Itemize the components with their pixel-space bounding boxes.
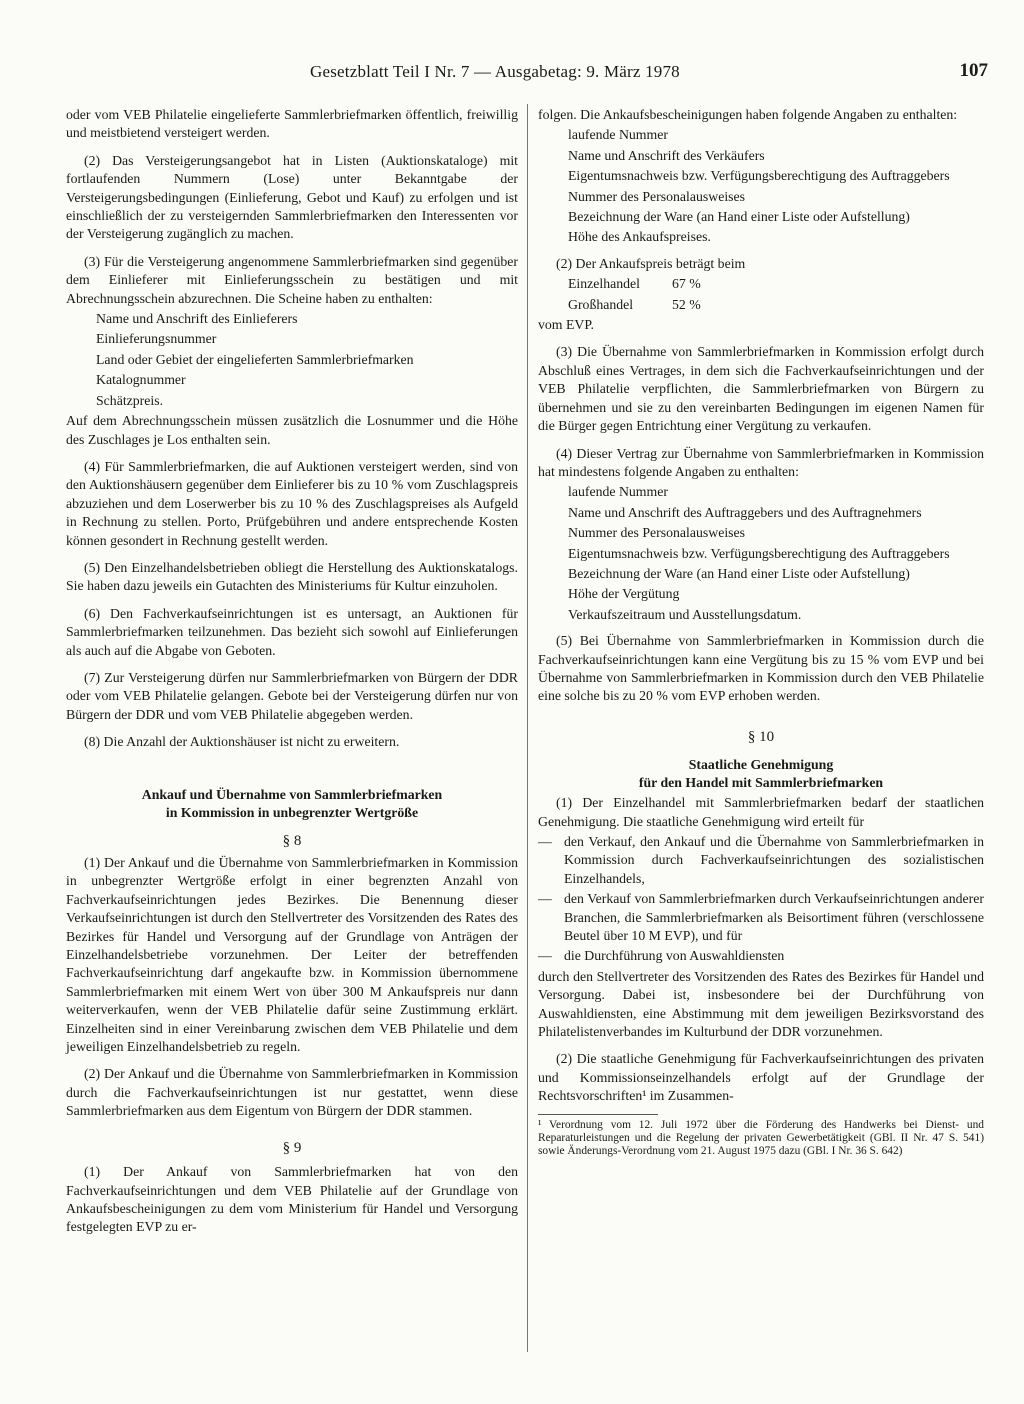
section-heading-line: für den Handel mit Sammlerbriefmarken [638,775,884,791]
rate-value: 67 % [672,276,701,292]
list-item: Eigentumsnachweis bzw. Verfügungsberechtigung des Auftraggebers [568,168,950,184]
receipt-contents-list [96,310,518,410]
paragraph-10-2: (2) Die staatliche Genehmigung für Fachverkaufseinrichtungen des privaten und Kommissionseinzelhandels erfolgt auf der Grundlage der Rechtsvorschriften¹ im Zusammen- [538,1051,984,1104]
contract-contents-list [568,483,984,624]
list-item: Schätzpreis. [96,392,164,408]
list-item [538,947,984,965]
list-item: laufende Nummer [568,484,668,500]
paragraph-9-3: (3) Die Übernahme von Sammlerbriefmarken in Kommission erfolgt durch Abschluß eines Vertrages, in dem sich die Fachverkaufseinrichtungen und der VEB Philatelie verpflichten, die Sammlerbriefmarken von Bürgern zu übernehmen und sie zu den vereinbarten Bedingungen im eigenen Namen für die Bürger gegen Entrichtung einer Vergütung zu verkaufen. [538,344,984,434]
rate-label: Einzelhandel [568,276,641,292]
paragraph-7-3: (3) Für die Versteigerung angenommene Sammlerbriefmarken sind gegenüber dem Einlieferer mit Einlieferungsschein zu bestätigen und mit Abrechnungsschein abzurechnen. Die Scheine haben zu enthalten: [66,253,518,306]
rate-label: Großhandel [568,296,634,312]
dash-bullet: — [538,891,552,907]
rate-row [568,296,738,314]
dash-bullet: — [538,948,552,964]
list-item-text: die Durchführung von Auswahldiensten [564,948,785,964]
section-heading-line: in Kommission in unbegrenzter Wertgröße [165,804,419,820]
list-item: Einlieferungsnummer [96,331,217,347]
permit-scope-list [538,833,984,966]
column-divider [527,104,528,1352]
section-9-sign: § 9 [282,1139,302,1156]
paragraph-7-6: (6) Den Fachverkaufseinrichtungen ist es untersagt, an Auktionen für Sammlerbriefmarken teilzunehmen. Das bezieht sich sowohl auf Einlieferungen als auch auf die Abgabe von Geboten. [66,605,518,658]
paragraph-9-1-cont: folgen. Die Ankaufsbescheinigungen haben folgende Angaben zu enthalten: [538,107,958,122]
list-item: Nummer des Personalausweises [568,525,746,541]
list-item: Bezeichnung der Ware (an Hand einer Liste oder Aufstellung) [568,209,910,225]
paragraph-9-1: (1) Der Ankauf von Sammlerbriefmarken hat von den Fachverkaufseinrichtungen und dem VEB Philatelie auf der Grundlage von Ankaufsbescheinigungen zu dem vom Ministerium für Handel und Versorgung festgelegten EVP zu er- [66,1164,518,1235]
page-header [98,60,988,86]
rate-value: 52 % [672,296,701,312]
section-heading [66,786,518,822]
paragraph-7-7: (7) Zur Versteigerung dürfen nur Sammlerbriefmarken von Bürgern der DDR oder vom VEB Philatelie gelangen. Gebote bei der Versteigerung dürfen nur von Bürgern der DDR und vom VEB Philatelie abgegeben werden. [66,669,518,722]
footnote-rule [538,1114,658,1115]
section-heading-line: Ankauf und Übernahme von Sammlerbriefmarken [141,786,443,802]
list-item: Eigentumsnachweis bzw. Verfügungsberechtigung des Auftraggebers [568,545,950,561]
gazette-title: Gesetzblatt Teil I Nr. 7 — Ausgabetag: 9. März 1978 [310,62,680,81]
section-10-sign: § 10 [747,728,775,745]
page-number: 107 [959,60,988,81]
paragraph-9-2: (2) Der Ankaufspreis beträgt beim [556,255,746,271]
list-item: Nummer des Personalausweises [568,188,746,204]
section-heading-line: Staatliche Genehmigung [688,757,834,773]
list-item: Name und Anschrift des Einlieferers [96,311,298,327]
section-10-heading [538,756,984,792]
left-column [66,106,518,1246]
rate-row [568,275,738,293]
list-item: Name und Anschrift des Auftraggebers und des Auftragnehmers [568,504,922,520]
list-item: laufende Nummer [568,127,668,143]
paragraph-7-5: (5) Den Einzelhandelsbetrieben obliegt die Herstellung des Auktionskatalogs. Sie haben dazu jeweils ein Gutachten des Ministeriums für Kultur einzuholen. [66,559,518,594]
paragraph-intro: oder vom VEB Philatelie eingelieferte Sammlerbriefmarken öffentlich, freiwillig und meistbietend versteigert werden. [66,107,518,141]
list-item: Bezeichnung der Ware (an Hand einer Liste oder Aufstellung) [568,565,910,581]
paragraph-9-2-tail: vom EVP. [538,317,594,333]
list-item: Höhe der Vergütung [568,586,680,602]
paragraph-9-4: (4) Dieser Vertrag zur Übernahme von Sammlerbriefmarken in Kommission hat mindestens folgende Angaben zu enthalten: [538,445,984,479]
list-item-text: den Verkauf von Sammlerbriefmarken durch Verkaufseinrichtungen anderer Branchen, die Sammlerbriefmarken als Beisortiment führen (verschlossene Beutel über 10 M EVP), und für [564,891,984,944]
list-item: Verkaufszeitraum und Ausstellungsdatum. [568,606,802,622]
dash-bullet: — [538,834,552,849]
list-item: Land oder Gebiet der eingelieferten Sammlerbriefmarken [96,351,414,367]
paragraph-8-2: (2) Der Ankauf und die Übernahme von Sammlerbriefmarken in Kommission durch die Fachverkaufseinrichtungen ist nur gestattet, wenn diese Sammlerbriefmarken aus dem Eigentum von Bürgern der DDR stammen. [66,1066,518,1119]
paragraph-7-3-tail: Auf dem Abrechnungsschein müssen zusätzlich die Losnummer und die Höhe des Zuschlages je Los enthalten sein. [66,413,518,447]
list-item [538,890,984,945]
list-item-text: den Verkauf, den Ankauf und die Übernahme von Sammlerbriefmarken in Kommission durch Fachverkaufseinrichtungen des sozialistischen Einzelhandels, [564,834,984,886]
paragraph-8-1: (1) Der Ankauf und die Übernahme von Sammlerbriefmarken in Kommission in unbegrenzter Wertgröße erfolgt in einer begrenzten Anzahl von Fachverkaufseinrichtungen jedes Bezirkes. Die Benennung dieser Verkaufseinrichtungen ist durch den Stellvertreter des Vorsitzenden des Rates des Bezirkes für Handel und Versorgung auf der Grundlage von Anträgen der Einzelhandelsbetriebe vorzunehmen. Der Leiter der betreffenden Fachverkaufseinrichtung darf angekaufte bzw. in Kommission übernommene Sammlerbriefmarken mit einem Wert von über 300 M Ankaufspreis nur dann weiterverkaufen, wenn der VEB Philatelie dafür seine Zustimmung erklärt. Einzelheiten sind in einer Vereinbarung zwischen dem VEB Philatelie und dem jeweiligen Einzelhandelsbetrieb zu regeln. [66,855,518,1055]
paragraph-10-1: (1) Der Einzelhandel mit Sammlerbriefmarken bedarf der staatlichen Genehmigung. Die staatliche Genehmigung wird erteilt für [538,795,984,829]
paragraph-7-4: (4) Für Sammlerbriefmarken, die auf Auktionen versteigert werden, sind von den Auktionshäusern gegenüber dem Einlieferer bis zu 10 % vom Zuschlagspreis abzuziehen und dem Loserwerber bis zu 10 % des Zuschlagspreises als Aufgeld in Rechnung zu stellen. Porto, Prüfgebühren und andere entsprechende Kosten können gesondert in Rechnung gestellt werden. [66,458,518,548]
list-item [538,833,984,888]
purchase-certificate-list [568,126,984,246]
footnote: ¹ Verordnung vom 12. Juli 1972 über die Förderung des Handwerks bei Dienst- und Reparaturleistungen und die Regelung der privaten Gewerbetätigkeit (GBl. II Nr. 47 S. 541) sowie Änderungs-Verordnung vom 21. August 1975 dazu (GBl. I Nr. 36 S. 642) [538,1118,984,1158]
paragraph-10-1-tail: durch den Stellvertreter des Vorsitzenden des Rates des Bezirkes für Handel und Versorgung. Dabei ist, insbesondere bei der Durchführung von Auswahldiensten, eine Abstimmung mit dem jeweiligen Bezirksvorstand des Philatelistenverbandes im Kulturbund der DDR vorzunehmen. [538,968,984,1040]
paragraph-7-8: (8) Die Anzahl der Auktionshäuser ist nicht zu erweitern. [84,734,400,750]
list-item: Höhe des Ankaufspreises. [568,229,711,245]
list-item: Katalognummer [96,372,186,388]
section-8-sign: § 8 [282,832,302,849]
list-item: Name und Anschrift des Verkäufers [568,147,765,163]
paragraph-9-5: (5) Bei Übernahme von Sammlerbriefmarken in Kommission durch die Fachverkaufseinrichtungen kann eine Vergütung bis zu 15 % vom EVP und bei Übernahme von Sammlerbriefmarken in Kommission durch den VEB Philatelie eine solche bis zu 20 % vom EVP erhoben werden. [538,633,984,704]
paragraph-7-2: (2) Das Versteigerungsangebot hat in Listen (Auktionskataloge) mit fortlaufenden Nummern (Lose) unter Bekanntgabe der Versteigerungsbedingungen (Einlieferung, Gebot und Kauf) zu erfolgen und ist einschließlich der zu versteigernden Sammlerbriefmarken den Interessenten vor der Versteigerung zugänglich zu machen. [66,152,518,242]
right-column [538,106,984,1158]
